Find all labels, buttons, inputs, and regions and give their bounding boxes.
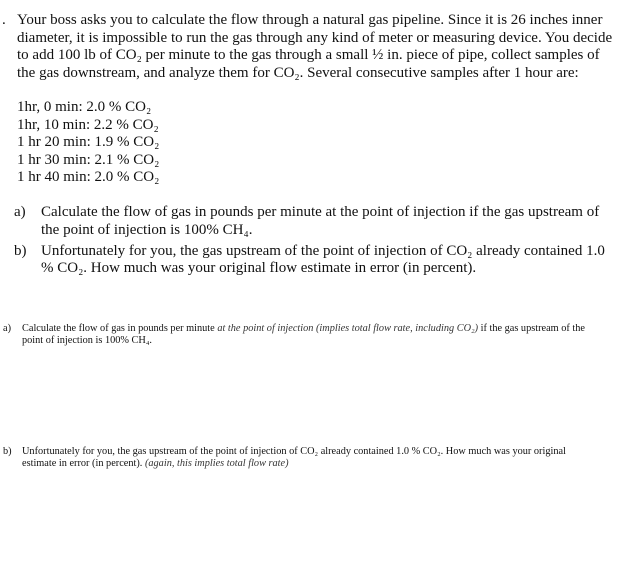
answer-b bbox=[0, 446, 623, 469]
answer-note: at the point of injection (implies total flow rate, including CO₂) bbox=[217, 323, 479, 334]
question-a bbox=[14, 204, 618, 239]
answer-text-line2: estimate in error (in percent). bbox=[22, 457, 143, 469]
question-text: Unfortunately for you, the gas upstream of the point of injection of CO₂ already contained 1.0 % CO₂. How much was your original flow estimate in error (in percent). bbox=[41, 242, 605, 277]
problem-intro: Your boss asks you to calculate the flow through a natural gas pipeline. Since it is 26 inches inner diameter, it is impossible to run the gas through any kind of meter or measuring device. You decide to add 100 lb of CO₂ per minute to the gas through a small ½ in. piece of pipe, collect samples of the gas downstream, and analyze them for CO₂. Several consecutive samples after 1 hour are: bbox=[17, 12, 613, 81]
sample-line: 1 hr 30 min: 2.1 % CO₂ bbox=[17, 151, 160, 168]
answer-label: b) bbox=[3, 446, 12, 457]
answer-text: Calculate the flow of gas in pounds per minute bbox=[22, 323, 215, 334]
question-list bbox=[14, 204, 618, 277]
problem-number: . bbox=[2, 12, 6, 28]
sample-line: 1 hr 20 min: 1.9 % CO₂ bbox=[17, 134, 160, 151]
sample-line: 1hr, 0 min: 2.0 % CO₂ bbox=[17, 99, 152, 116]
question-label: a) bbox=[14, 204, 26, 221]
answer-text: Unfortunately for you, the gas upstream of the point of injection of CO₂ already contained 1.0 % CO₂. How much was your original bbox=[22, 446, 566, 457]
sample-line: 1 hr 40 min: 2.0 % CO₂ bbox=[17, 169, 160, 185]
problem-statement bbox=[0, 12, 618, 281]
answer-text-cont: if the gas upstream of the bbox=[480, 323, 585, 334]
answer-text-line2: point of injection is 100% CH₄. bbox=[22, 334, 153, 346]
question-label: b) bbox=[14, 242, 27, 259]
answer-note: (again, this implies total flow rate) bbox=[144, 457, 289, 469]
sample-list bbox=[17, 99, 618, 186]
sample-line: 1hr, 10 min: 2.2 % CO₂ bbox=[17, 116, 159, 133]
answer-label: a) bbox=[3, 323, 11, 334]
question-text: Calculate the flow of gas in pounds per minute at the point of injection if the gas upstream of the point of injection is 100% CH₄. bbox=[41, 204, 600, 238]
answer-a-header bbox=[0, 323, 623, 346]
answer-a bbox=[0, 323, 623, 346]
question-b bbox=[14, 243, 618, 278]
answer-b-header bbox=[0, 446, 623, 469]
